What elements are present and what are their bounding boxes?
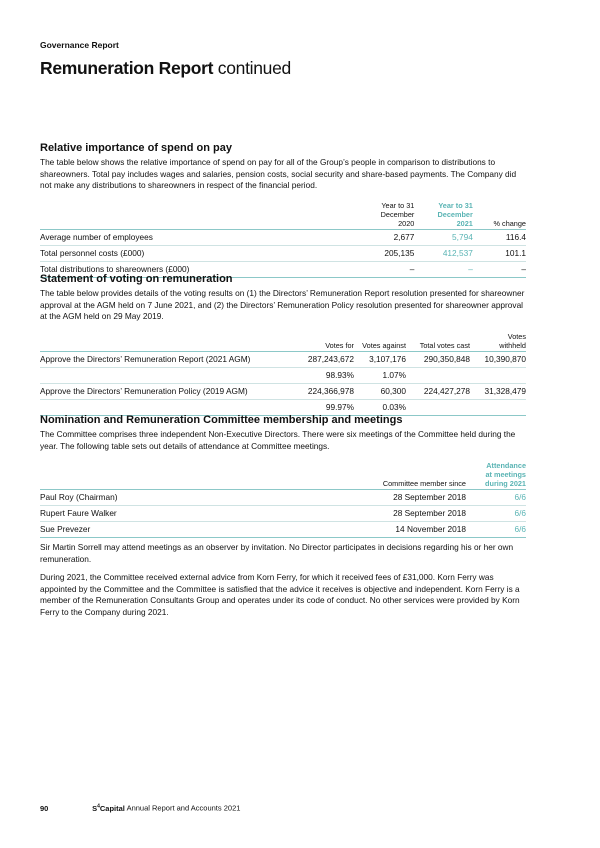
section-label: Governance Report <box>40 40 119 50</box>
col-member-since: Committee member since <box>382 479 466 488</box>
spend-table-header <box>40 201 526 230</box>
page-title <box>40 58 291 79</box>
col-2021: Year to 31 December 2021 <box>437 200 473 228</box>
table-row-pct: 98.93% 1.07% <box>40 367 526 383</box>
col-votes-against: Votes against <box>362 340 406 350</box>
voting-table <box>40 332 526 416</box>
table-row: Rupert Faure Walker 28 September 2018 6/6 <box>40 506 526 522</box>
col-total-votes: Total votes cast <box>419 340 470 350</box>
voting-section <box>40 272 526 416</box>
page-title-main: Remuneration Report <box>40 58 214 78</box>
table-row: Approve the Directors’ Remuneration Policy (2019 AGM) 224,366,978 60,300 224,427,278 31,328,479 <box>40 383 526 399</box>
table-row: Approve the Directors’ Remuneration Report (2021 AGM) 287,243,672 3,107,176 290,350,848 10,390,870 <box>40 351 526 367</box>
table-row: Sue Prevezer 14 November 2018 6/6 <box>40 522 526 538</box>
page-title-continued: continued <box>217 58 291 78</box>
col-2020: Year to 31 December 2020 <box>380 200 415 228</box>
page-number: 90 <box>40 803 49 813</box>
col-change: % change <box>493 218 526 228</box>
table-row: Total distributions to shareowners (£000) – – – <box>40 261 526 277</box>
committee-note: Sir Martin Sorrell may attend meetings as an observer by invitation. No Director participates in decisions regarding his or her own remuneration. <box>40 542 514 564</box>
table-row: Paul Roy (Chairman) 28 September 2018 6/6 <box>40 490 526 506</box>
spend-heading: Relative importance of spend on pay <box>40 142 232 154</box>
voting-body: The table below provides details of the voting results on (1) the Directors’ Remuneration Report resolution presented for shareowner approval at the AGM held on 7 June 2021, and (2) the Directors’ Remuneration Policy resolution presented for shareowner approval at the AGM held on 29 May 2019. <box>40 288 525 321</box>
table-row: Total personnel costs (£000) 205,135 412,537 101.1 <box>40 245 526 261</box>
committee-table <box>40 461 526 538</box>
committee-advice: During 2021, the Committee received external advice from Korn Ferry, for which it received fees of £31,000. Korn Ferry was appointed by the Committee and the Committee is satisfied that the advice it receives is objective and independent. Korn Ferry is a member of the Remuneration Consultants Group and operates under its code of conduct. No other services were provided by Korn Ferry to the Company during 2021. <box>40 572 520 617</box>
spend-body: The table below shows the relative importance of spend on pay for all of the Group’s people in comparison to distributions to shareowners. Total pay includes wages and salaries, pension costs, social security and share-based payments. The Company did not make any distributions to shareowners in respect of the financial period. <box>40 157 517 190</box>
committee-section <box>40 413 526 618</box>
voting-heading: Statement of voting on remuneration <box>40 273 233 285</box>
spend-section <box>40 141 526 278</box>
footer <box>40 803 240 813</box>
voting-table-header <box>40 332 526 352</box>
table-row-pct: 99.97% 0.03% <box>40 399 526 415</box>
spend-table <box>40 201 526 278</box>
publication-title: Annual Report and Accounts 2021 <box>126 803 241 813</box>
committee-table-header <box>40 461 526 490</box>
committee-heading: Nomination and Remuneration Committee membership and meetings <box>40 414 403 426</box>
committee-body: The Committee comprises three independent Non-Executive Directors. There were six meetings of the Committee held during the year. The following table sets out details of attendance at Committee meetings. <box>40 429 516 451</box>
col-votes-for: Votes for <box>325 340 354 350</box>
brand-logo: $S^4Capital$ <box>92 803 125 813</box>
col-withheld: Votes withheld <box>499 331 526 350</box>
table-row: Average number of employees 2,677 5,794 116.4 <box>40 229 526 245</box>
col-attendance: Attendance at meetings during 2021 <box>485 461 526 488</box>
